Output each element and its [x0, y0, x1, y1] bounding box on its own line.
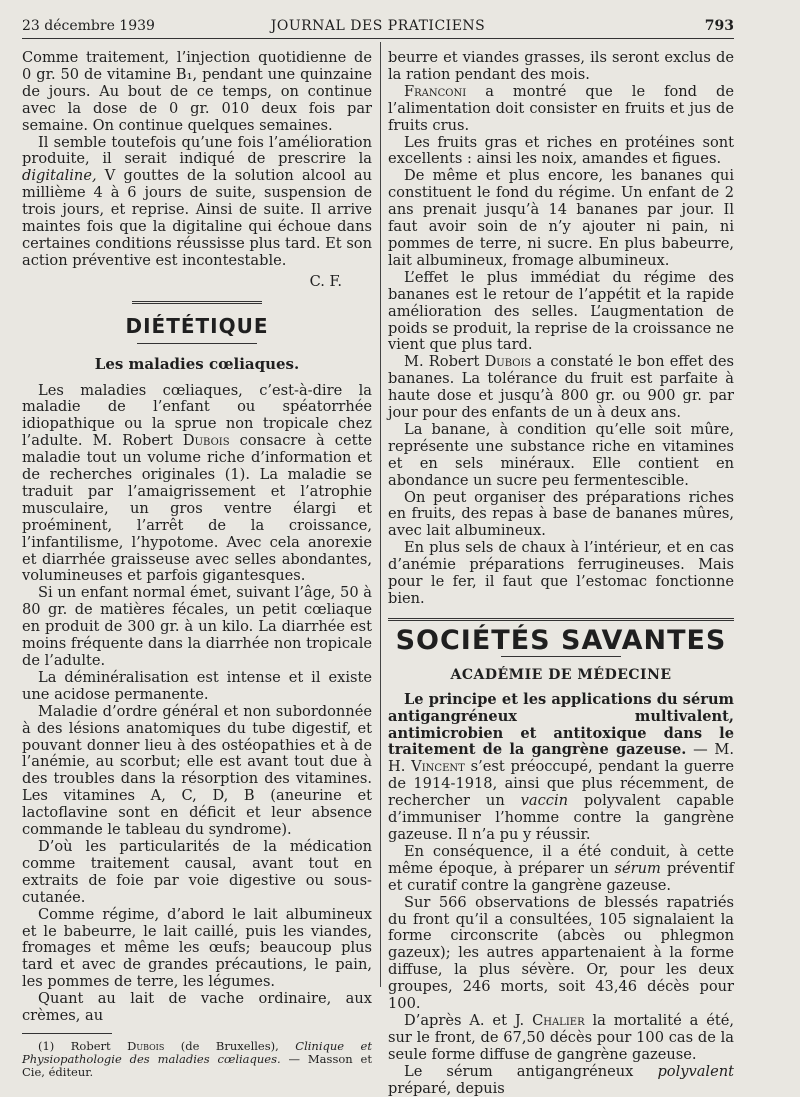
header-rule	[22, 38, 734, 39]
footnote-rule	[22, 1033, 112, 1034]
author-signature: C. F.	[309, 272, 342, 290]
paragraph: M. Robert Dubois a constaté le bon effet des bananes. La tolérance du fruit est parfaite à haute dose et jusqu’à 800 gr. ou 900 gr. par jour pour des enfants de un à deux ans.	[388, 353, 734, 422]
paragraph: Franconi a montré que le fond de l’alimentation doit consister en fruits et jus de fruits crus.	[388, 82, 734, 134]
section-title-underline	[501, 656, 621, 657]
header-date: 23 décembre 1939	[22, 18, 155, 34]
paragraph: Si un enfant normal émet, suivant l’âge, 50 à 80 gr. de matières fécales, un petit cœliaque en produit de 300 gr. à un kilo. La diarrhée est moins fréquente dans la diarrhée non tropicale de l’adulte.	[22, 584, 372, 669]
paragraph: Les maladies cœliaques, c’est-à-dire la maladie de l’enfant ou spéatorrhée idiopathique ou la sprue non tropicale chez l’adulte. M. Robert Dubois consacre à cette maladie tout un volume riche d’information et de recherches originales (1). La maladie se traduit par l’amaigrissement et l’atrophie musculaire, un gros ventre élargi et proéminent, l’arrêt de la croissance, l’infantilisme, l’hypotome. Avec cela anorexie et diarrhée graisseuse avec selles abondantes, volumineuses et parfois gigantesques.	[22, 381, 372, 585]
paragraph: En plus sels de chaux à l’intérieur, et en cas d’anémie préparations ferrugineuses. Mais pour le fer, il faut que l’estomac fonctionne bien.	[388, 539, 734, 607]
paragraph: De même et plus encore, les bananes qui constituent le fond du régime. Un enfant de 2 ans prenait jusqu’à 14 bananes par jour. Il faut avoir soin de n’y ajouter ni pain, ni pommes de terre, ni sucre. En plus babeurre, lait albumineux, fromage albumineux.	[388, 167, 734, 269]
page-header	[22, 16, 734, 38]
section-rule	[22, 301, 372, 304]
paragraph: beurre et viandes grasses, ils seront exclus de la ration pendant des mois.	[388, 49, 734, 83]
paragraph: La banane, à condition qu’elle soit mûre, représente une substance riche en vitamines et en sels minéraux. Elle contient en abondance un sucre peu fermentescible.	[388, 420, 734, 489]
paragraph: Le sérum antigangréneux polyvalent préparé, depuis	[388, 1062, 734, 1097]
paragraph: D’où les particularités de la médication comme traitement causal, avant tout en extraits de foie par voie digestive ou sous-cutanée.	[22, 837, 372, 906]
paragraph: En conséquence, il a été conduit, à cette même époque, à préparer un sérum préventif et curatif contre la gangrène gazeuse.	[388, 842, 735, 894]
paragraph: On peut organiser des préparations riches en fruits, des repas à base de bananes mûres, avec lait albumineux.	[388, 488, 734, 540]
paragraph: La déminéralisation est intense et il existe une acidose permanente.	[22, 668, 372, 703]
column-divider	[380, 42, 381, 987]
paragraph: Comme régime, d’abord le lait albumineux et le babeurre, le lait caillé, puis les viandes, fromages et même les œufs; beaucoup plus tard et avec de grandes précautions, le pain, les pommes de terre, les légumes.	[22, 905, 372, 991]
right-column	[388, 50, 734, 1097]
section-rule	[388, 618, 734, 621]
paragraph: Il semble toutefois qu’une fois l’amélioration produite, il serait indiqué de prescrire la digitaline, V gouttes de la solution alcool au millième 4 à 6 jours de suite, suspension de trois jours, et reprise. Ainsi de suite. Il arrive maintes fois que la digitaline qui échoue dans certaines conditions réussisse plus tard. Et son action préventive est incontestable.	[22, 133, 372, 269]
paragraph: Le principe et les applications du sérum antigangréneux multivalent, antimicrobien et antitoxique dans le traitement de la gangrène gazeuse. — M. H. Vincent s’est préoccupé, pendant la guerre de 1914-1918, ainsi que plus récemment, de rechercher un vaccin polyvalent capable d’immuniser l’homme contre la gangrène gazeuse. Il n’a pu y réussir.	[388, 690, 735, 843]
paragraph: Quant au lait de vache ordinaire, aux crèmes, au	[22, 990, 372, 1025]
paragraph: Sur 566 observations de blessés rapatriés du front qu’il a consultées, 105 signalaient la forme circonscrite (abcès ou phlegmon gazeux); les autres appartenaient à la forme diffuse, la plus sévère. Or, pour les deux groupes, 246 morts, soit 43,46 décès pour 100.	[388, 893, 734, 1013]
paragraph: Maladie d’ordre général et non subordonnée à des lésions anatomiques du tube digestif, et pouvant donner lieu à des ostéopathies et à de l’anémie, au scorbut; elle est avant tout due à des troubles dans la résorption des vitamines. Les vitamines A, C, D, B (aneurine et lactoflavine sont en déficit et leur absence commande le tableau du syndrome).	[22, 702, 372, 839]
left-column	[22, 50, 372, 1079]
article-title: Les maladies cœliaques.	[94, 354, 300, 373]
section-title-underline	[137, 343, 257, 344]
paragraph: L’effet le plus immédiat du régime des bananes est le retour de l’appétit et la rapide amélioration des selles. L’augmentation de poids se produit, la reprise de la croissance ne vient que plus tard.	[388, 268, 734, 354]
paragraph: D’après A. et J. Chalier la mortalité a été, sur le front, de 67,50 décès pour 100 cas de la seule forme diffuse de gangrène gazeuse.	[388, 1011, 735, 1063]
paragraph: Les fruits gras et riches en protéines sont excellents : ainsi les noix, amandes et figues.	[388, 133, 734, 168]
section-title-dietetique: DIÉTÉTIQUE	[125, 313, 269, 338]
header-journal-title: JOURNAL DES PRATICIENS	[270, 18, 486, 34]
footnote: (1) Robert Dubois (de Bruxelles), Clinique et Physiopathologie des maladies cœliaques. — Masson et Cie, éditeur.	[22, 1038, 372, 1079]
subsection-title: ACADÉMIE DE MÉDECINE	[450, 666, 672, 683]
paragraph: Comme traitement, l’injection quotidienne de 0 gr. 50 de vitamine B₁, pendant une quinzaine de jours. Au bout de ce temps, on continue avec la dose de 0 gr. 010 deux fois par semaine. On continue quelques semaines.	[22, 49, 372, 134]
header-page-number: 793	[704, 18, 734, 34]
section-title-societes: SOCIÉTÉS SAVANTES	[395, 624, 727, 656]
